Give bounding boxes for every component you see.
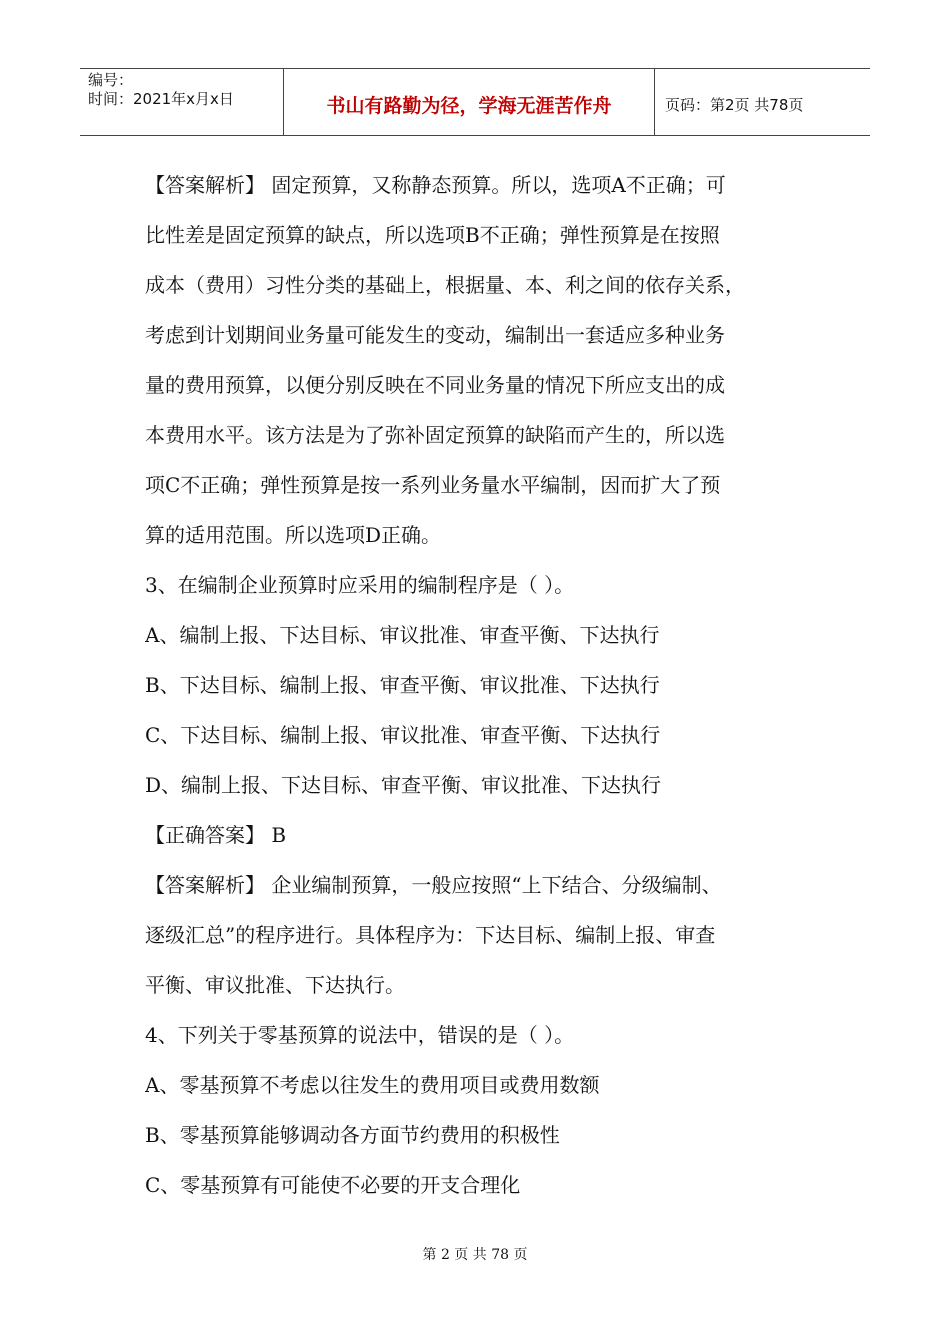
correct-answer: 【正确答案】 B	[145, 823, 287, 847]
question-4: 4、下列关于零基预算的说法中，错误的是（ ）。	[145, 1023, 575, 1047]
document-date-label: 时间：2021年x月x日	[88, 90, 234, 108]
text-line: 逐级汇总”的程序进行。具体程序为：下达目标、编制上报、审查	[145, 923, 716, 947]
header-info	[80, 69, 283, 135]
header-page-label: 页码：第2页 共78页	[665, 95, 804, 114]
text-line: 考虑到计划期间业务量可能发生的变动，编制出一套适应多种业务	[145, 323, 725, 347]
text-line: 比性差是固定预算的缺点，所以选项B不正确；弹性预算是在按照	[145, 223, 720, 247]
text-line: 本费用水平。该方法是为了弥补固定预算的缺陷而产生的，所以选	[145, 423, 725, 447]
text-line: 平衡、审议批准、下达执行。	[145, 973, 405, 997]
option-c: C、下达目标、编制上报、审议批准、审查平衡、下达执行	[145, 723, 661, 747]
option-a: A、编制上报、下达目标、审议批准、审查平衡、下达执行	[145, 623, 660, 647]
option-d: D、编制上报、下达目标、审查平衡、审议批准、下达执行	[145, 773, 662, 797]
text-line: 量的费用预算，以便分别反映在不同业务量的情况下所应支出的成	[145, 373, 725, 397]
option-b: B、零基预算能够调动各方面节约费用的积极性	[145, 1123, 560, 1147]
text-line: 【答案解析】 固定预算，又称静态预算。所以，选项A不正确；可	[145, 173, 726, 197]
answer-analysis: 【答案解析】 企业编制预算，一般应按照“上下结合、分级编制、	[145, 873, 722, 897]
option-b: B、下达目标、编制上报、审查平衡、审议批准、下达执行	[145, 673, 660, 697]
text-line: 算的适用范围。所以选项D正确。	[145, 523, 442, 547]
page-footer: 第 2 页 共 78 页	[422, 1247, 528, 1263]
page-header	[80, 68, 870, 136]
document-body	[145, 160, 805, 1210]
option-a: A、零基预算不考虑以往发生的费用项目或费用数额	[145, 1073, 600, 1097]
question-3: 3、在编制企业预算时应采用的编制程序是（ ）。	[145, 573, 575, 597]
option-c: C、零基预算有可能使不必要的开支合理化	[145, 1173, 521, 1197]
document-number-label: 编号：	[88, 71, 134, 89]
header-motto: 书山有路勤为径，学海无涯苦作舟	[283, 69, 655, 135]
text-line: 成本（费用）习性分类的基础上，根据量、本、利之间的依存关系，	[145, 273, 745, 297]
text-line: 项C不正确；弹性预算是按一系列业务量水平编制，因而扩大了预	[145, 473, 721, 497]
